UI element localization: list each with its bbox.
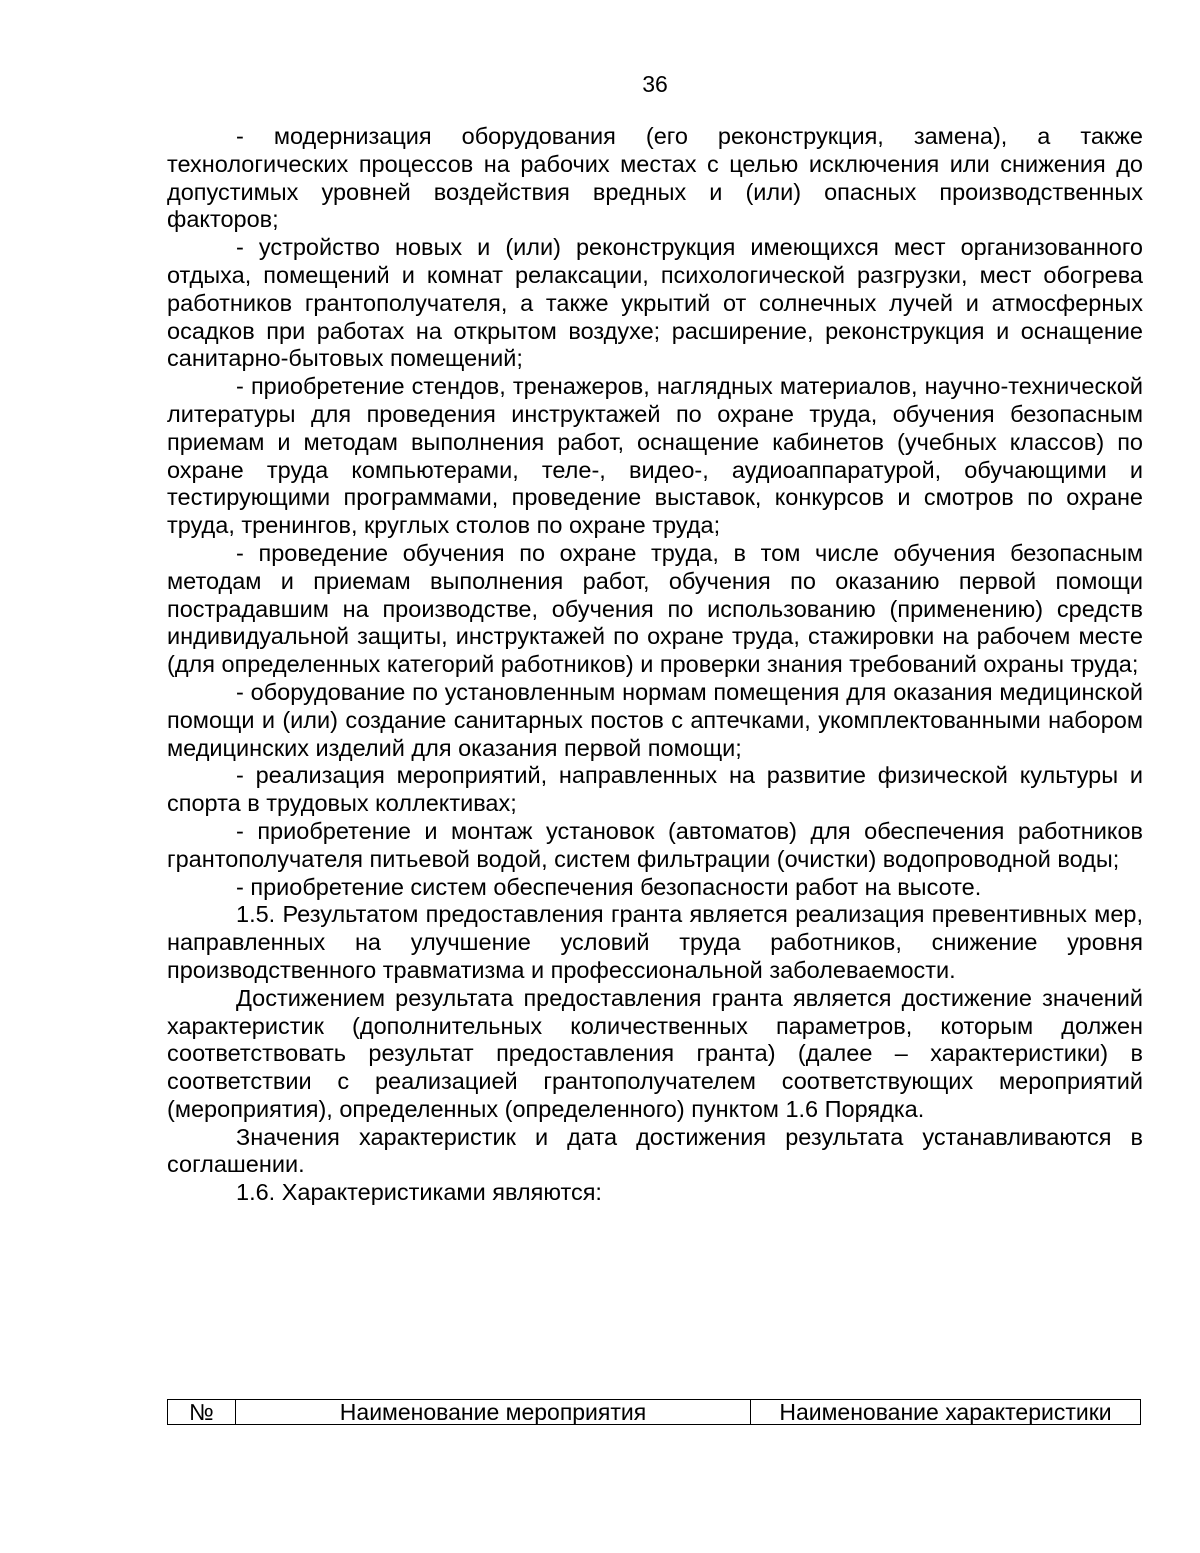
characteristics-table — [167, 1399, 1141, 1425]
paragraph-physical-culture: - реализация мероприятий, направленных на развитие физической культуры и спорта в трудовых коллективах; — [167, 762, 1143, 817]
paragraph-section-1-5: 1.5. Результатом предоставления гранта является реализация превентивных мер, направленных на улучшение условий труда работников, снижение уровня производственного травматизма и профессиональной заболеваемости. — [167, 901, 1143, 983]
paragraph-height-safety: - приобретение систем обеспечения безопасности работ на высоте. — [236, 873, 982, 900]
paragraph-result-achievement: Достижением результата предоставления гранта является достижение значений характеристик (дополнительных количественных параметров, которым должен соответствовать результат предоставления гранта) (далее – характеристики) в соответствии с реализацией грантополучателем соответствующих мероприятий (мероприятия), определенных (определенного) пунктом 1.6 Порядка. — [167, 984, 1143, 1122]
column-header-activity-name: Наименование мероприятия — [236, 1400, 751, 1425]
page-number: 36 — [642, 71, 668, 97]
paragraph-rest-areas: - устройство новых и (или) реконструкция имеющихся мест организованного отдыха, помещений и комнат релаксации, психологической разгрузки, мест обогрева работников грантополучателя, а также укрытий от солнечных лучей и атмосферных осадков при работах на открытом воздухе; расширение, реконструкция и оснащение санитарно-бытовых помещений; — [167, 234, 1143, 372]
paragraph-section-1-6: 1.6. Характеристиками являются: — [236, 1179, 602, 1206]
paragraph-characteristic-values: Значения характеристик и дата достижения результата устанавливаются в соглашении. — [167, 1123, 1143, 1178]
column-header-characteristic-name: Наименование характеристики — [751, 1400, 1141, 1425]
paragraph-medical-room: - оборудование по установленным нормам помещения для оказания медицинской помощи и (или) создание санитарных постов с аптечками, укомплектованными набором медицинских изделий для оказания первой помощи; — [167, 678, 1143, 761]
table-header-row — [168, 1400, 1141, 1425]
characteristics-table-wrapper — [167, 1399, 1141, 1425]
paragraph-drinking-water: - приобретение и монтаж установок (автоматов) для обеспечения работников грантополучателя питьевой водой, систем фильтрации (очистки) водопроводной воды; — [167, 817, 1143, 872]
document-body — [167, 123, 1143, 1207]
paragraph-equipment-modernization: - модернизация оборудования (его реконструкция, замена), а также технологических процессов на рабочих местах с целью исключения или снижения до допустимых уровней воздействия вредных и (или) опасных производственных факторов; — [167, 123, 1143, 233]
paragraph-training-materials: - приобретение стендов, тренажеров, наглядных материалов, научно-технической литературы для проведения инструктажей по охране труда, обучения безопасным приемам и методам выполнения работ, оснащение кабинетов (учебных классов) по охране труда компьютерами, теле-, видео-, аудиоаппаратурой, обучающими и тестирующими программами, проведение выставок, конкурсов и смотров по охране труда, тренингов, круглых столов по охране труда; — [167, 373, 1143, 539]
column-header-number: № — [168, 1400, 236, 1425]
paragraph-safety-training: - проведение обучения по охране труда, в том числе обучения безопасным методам и приемам выполнения работ, обучения по оказанию первой помощи пострадавшим на производстве, обучения по использованию (применению) средств индивидуальной защиты, инструктажей по охране труда, стажировки на рабочем месте (для определенных категорий работников) и проверки знания требований охраны труда; — [167, 539, 1143, 678]
